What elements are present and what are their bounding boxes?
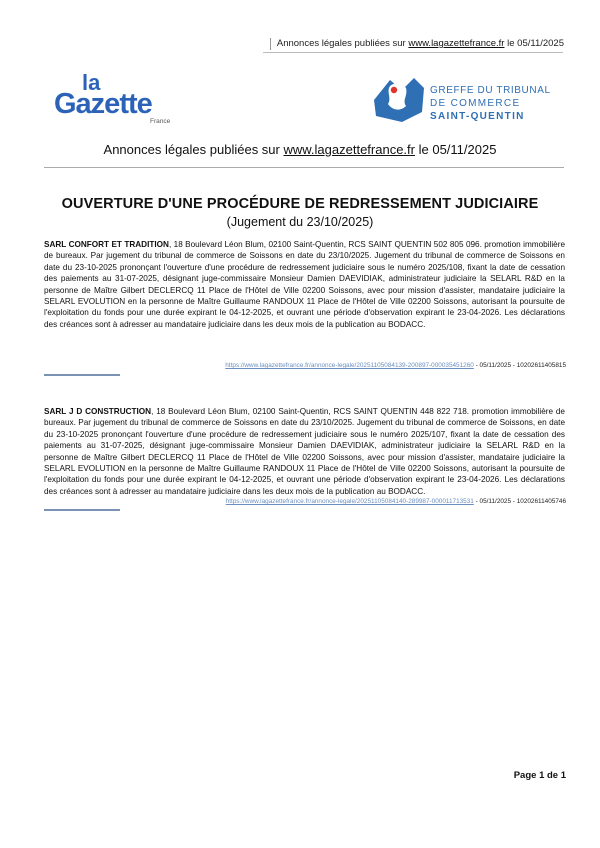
greffe-logo-line1: GREFFE DU TRIBUNAL <box>430 85 551 96</box>
top-header-site-link[interactable]: www.lagazettefrance.fr <box>408 38 505 49</box>
page-number: Page 1 de 1 <box>513 770 566 781</box>
gazette-logo <box>50 70 180 126</box>
top-header <box>270 38 564 50</box>
gazette-logo-wordmark: Gazette <box>54 88 152 120</box>
greffe-logo-line3: SAINT-QUENTIN <box>430 111 525 122</box>
document-title: OUVERTURE D'UNE PROCÉDURE DE REDRESSEMENT JUDICIAIRE <box>61 196 539 212</box>
notice-reference <box>225 362 566 369</box>
gazette-logo-country: France <box>150 118 171 125</box>
notice-link[interactable]: https://www.lagazettefrance.fr/annonce-legale/20251105084140-289987-000011713531 <box>225 498 474 505</box>
notice-ref-id: - 05/11/2025 - 10202611405746 <box>473 498 566 505</box>
center-header-prefix: Annonces légales publiées sur <box>103 142 284 157</box>
top-header-prefix: Annonces légales publiées sur <box>276 38 409 49</box>
document-subtitle: (Jugement du 23/10/2025) <box>226 215 374 229</box>
notice-body: , 18 Boulevard Léon Blum, 02100 Saint-Quentin, RCS SAINT QUENTIN 448 822 718. promotion immobilière de bureaux. Par jugement du tribunal de commerce de Soissons en date du 23/10/2025. Jugement du tribunal de commerce de Soissons, en date du 23-10-2025 prononçant l'ouverture d'une procédure de redressement judiciaire sous le numéro 2025/107, fixant la date de cessation des paiements au 31-07-2025, désignant juge-commissaire Monsieur Damien DAEVIDIAK, administrateur judiciaire la SELARL R&D en la personne de Maître Gilbert DECLERCQ 11 Place de l'Hôtel de Ville 02200 Soissons, avec pour mission d'assister, mandataire judiciaire la SELARL EVOLUTION en la personne de Maître Guillaume RANDOUX 11 Place de l'Hôtel de Ville 02200 Soissons, autorisant la poursuite de l'exploitation du fonds pour une durée expirant le 04-12-2025, et ouvrant une période d'observation expirant le 23-04-2026. Les déclarations des créances sont à adresser au mandataire judiciaire dans les deux mois de la publication au BODACC. <box>44 407 565 496</box>
notice-link[interactable]: https://www.lagazettefrance.fr/annonce-legale/20251105084139-200897-000035451260 <box>225 362 474 369</box>
notice-separator <box>44 374 120 376</box>
notice-company-name: SARL CONFORT ET TRADITION <box>44 240 169 249</box>
marianne-emblem-icon <box>374 78 424 122</box>
header-divider <box>44 167 564 168</box>
notice-reference <box>226 498 566 505</box>
gazette-logo-la: la <box>82 70 101 95</box>
center-header-date: le 05/11/2025 <box>415 142 497 157</box>
notice-company-name: SARL J D CONSTRUCTION <box>44 407 152 416</box>
top-header-date: le 05/11/2025 <box>504 38 564 49</box>
legal-notice <box>44 406 565 497</box>
greffe-logo-line2: DE COMMERCE <box>430 98 521 109</box>
notice-body: , 18 Boulevard Léon Blum, 02100 Saint-Quentin, RCS SAINT QUENTIN 502 805 096. promotion immobilière de bureaux. Par jugement du tribunal de commerce de Soissons en date du 23/10/2025. Jugement du tribunal de commerce de Soissons en date du 23-10-2025 prononçant l'ouverture d'une procédure de redressement judiciaire sous le numéro 2025/108, fixant la date de cessation des paiements au 31-07-2025, désignant juge-commissaire Monsieur Damien DAEVIDIAK, administrateur judiciaire la SELARL R&D en la personne de Maître Gilbert DECLERCQ 11 Place de l'Hôtel de Ville 02200 Soissons, avec pour mission d'assister, mandataire judiciaire la SELARL EVOLUTION en la personne de Maître Guillaume RANDOUX 11 Place de l'Hôtel de Ville 02200 Soissons, autorisant la poursuite de l'exploitation du fonds pour une durée expirant le 04-12-2025, et ouvrant une période d'observation expirant le 23-04-2026. Les déclarations des créances sont à adresser au mandataire judiciaire dans les deux mois de la publication au BODACC. <box>44 240 565 329</box>
top-header-rule <box>263 52 563 53</box>
center-header-site-link[interactable]: www.lagazettefrance.fr <box>283 142 415 157</box>
center-header <box>0 142 600 157</box>
greffe-logo <box>372 72 572 126</box>
legal-notice <box>44 239 565 330</box>
notice-ref-id: - 05/11/2025 - 10202611405815 <box>473 362 566 369</box>
notice-separator <box>44 509 120 511</box>
